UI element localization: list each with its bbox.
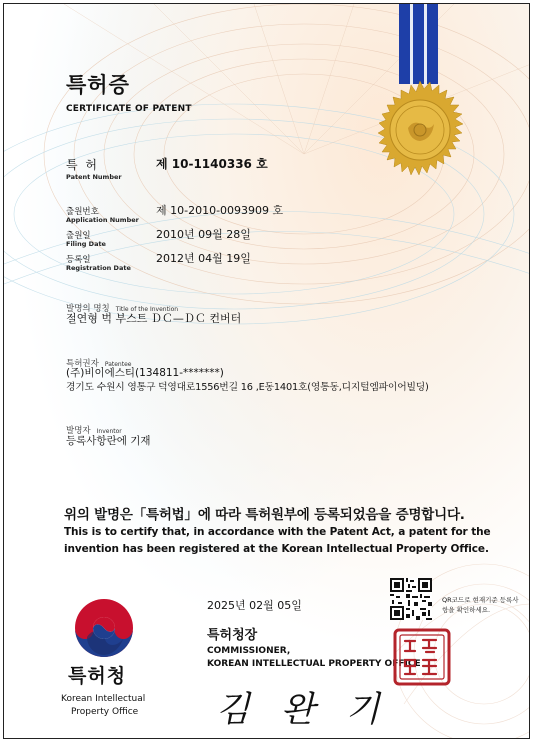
certificate-frame: [3, 3, 530, 739]
filing-date-label-en: Filing Date: [66, 240, 106, 248]
filing-date-value: 2010년 09월 28일: [156, 228, 251, 241]
inventor-label-en: Inventor: [96, 428, 122, 435]
inventor-label: 발명자: [66, 426, 91, 436]
commissioner-signature: 김 완 기: [216, 690, 390, 730]
registration-date-label-en: Registration Date: [66, 264, 131, 272]
official-stamp-icon: [393, 628, 451, 686]
ribbon-stripe: [399, 4, 410, 84]
patentee-label: 특허권자: [66, 359, 99, 369]
qr-code-icon[interactable]: [390, 578, 432, 620]
application-number-label-en: Application Number: [66, 216, 139, 224]
invention-title-value: 절연형 벅 부스트 ＤＣ—ＤＣ 컨버터: [66, 312, 242, 325]
patent-number-label-en: Patent Number: [66, 173, 122, 181]
patent-number-label: 특 허: [66, 158, 99, 172]
certification-text-en-line2: invention has been registered at the Korean Intellectual Property Office.: [64, 543, 489, 555]
issue-date: 2025년 02월 05일: [207, 599, 302, 612]
filing-date-label: 출원일: [66, 231, 91, 241]
inventor-value: 등록사항란에 기재: [66, 435, 151, 447]
certification-text-en-line1: This is to certify that, in accordance with the Patent Act, a patent for the: [64, 526, 491, 538]
issuer-title-ko: 특허청장: [207, 628, 258, 643]
ribbon-stripe: [427, 4, 438, 84]
registration-date-value: 2012년 04월 19일: [156, 252, 251, 265]
patent-number-value: 제 10-1140336 호: [156, 157, 268, 171]
qr-code-note: QR코드로 현재기준 등록사항을 확인하세요.: [442, 596, 519, 614]
application-number-value: 제 10-2010-0093909 호: [156, 204, 284, 217]
kipo-logo-name-ko: 특허청: [68, 665, 127, 687]
certification-text-ko: 위의 발명은「특허법」에 따라 특허원부에 등록되었음을 증명합니다.: [64, 507, 465, 523]
invention-title-label: 발명의 명칭: [66, 304, 110, 314]
gold-seal-icon: [364, 81, 476, 193]
kipo-logo-name-en-line2: Property Office: [71, 707, 139, 717]
invention-title-label-en: Title of the Invention: [115, 306, 179, 313]
ribbon-stripe: [413, 4, 424, 84]
patentee-label-en: Patentee: [104, 361, 132, 368]
registration-date-label: 등록일: [66, 255, 91, 265]
issuer-title-en-line2: KOREAN INTELLECTUAL PROPERTY OFFICE: [207, 659, 421, 669]
certificate-title: 특허증: [66, 73, 130, 97]
kipo-logo-name-en-line1: Korean Intellectual: [61, 694, 146, 704]
issuer-title-en-line1: COMMISSIONER,: [207, 646, 291, 656]
kipo-logo-icon: [73, 597, 135, 659]
patentee-address: 경기도 수원시 영통구 덕영대로1556번길 16 ,E동1401호(영통동,디지털엠파이어빌딩): [66, 382, 429, 393]
patentee-name: (주)비이에스티(134811-*******): [66, 367, 224, 379]
certificate-subtitle: CERTIFICATE OF PATENT: [66, 104, 192, 114]
application-number-label: 출원번호: [66, 207, 99, 217]
